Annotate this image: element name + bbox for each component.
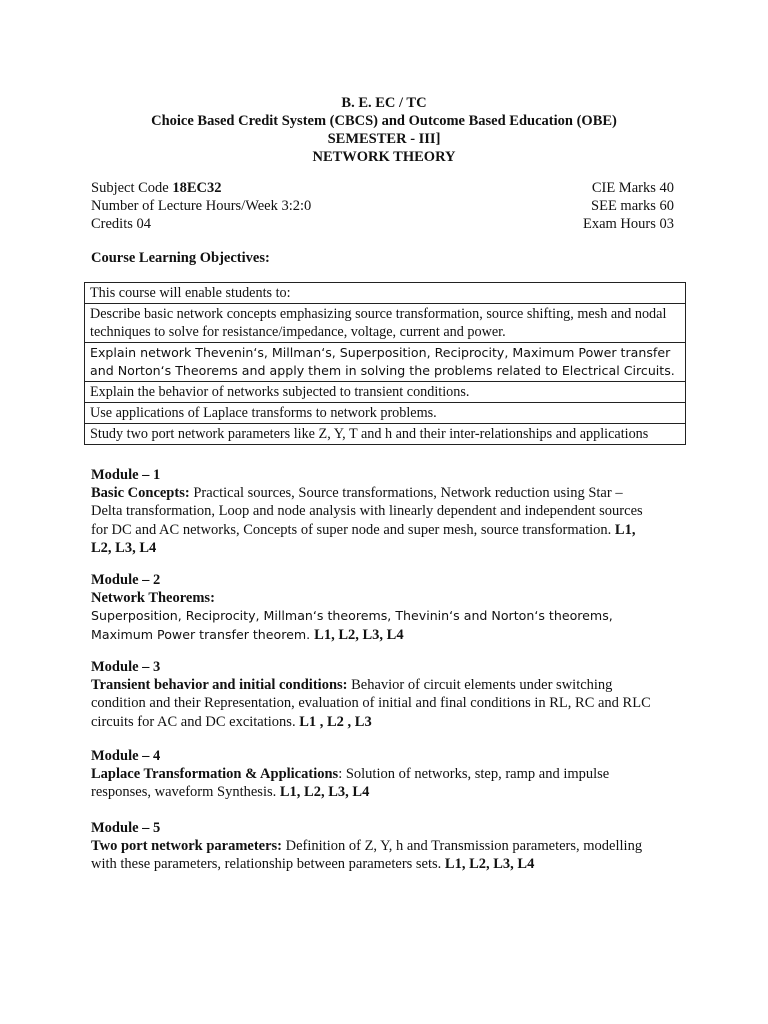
credits: Credits 04 [91,216,152,232]
module-title: Module – 2 [91,572,161,588]
subject-code [91,180,222,197]
objective-row [85,424,686,445]
module-1 [91,466,651,557]
objective-cell: Explain the behavior of networks subjected to transient conditions. [85,382,686,403]
module-text: : Solution of networks, step, ramp and impulse responses, waveform Synthesis. [91,766,610,801]
module-title: Module – 5 [91,820,161,836]
objective-cell: This course will enable students to: [85,283,686,304]
header-program: B. E. EC / TC [341,95,427,111]
exam-hours: Exam Hours 03 [582,216,674,232]
objective-cell: Describe basic network concepts emphasizing source transformation, source shifting, mesh and nodal techniques to solve for resistance/impedance, voltage, current and power. [85,304,686,343]
objective-row [85,382,686,403]
module-body [91,837,651,873]
module-4 [91,747,651,802]
module-text: Definition of Z, Y, h and Transmission parameters, modelling with these parameters, relationship between parameters sets. [91,838,643,873]
cie-marks: CIE Marks 40 [591,180,674,196]
objective-row [85,343,686,382]
header-scheme: Choice Based Credit System (CBCS) and Outcome Based Education (OBE) [151,113,617,129]
module-5 [91,819,651,874]
subject-code-value: 18EC32 [172,180,222,196]
module-lead: Laplace Transformation & Applications [91,766,339,783]
page-title: NETWORK THEORY [312,149,456,165]
objective-cell: Study two port network parameters like Z, Y, T and h and their inter-relationships and applications [85,424,686,445]
objectives-heading: Course Learning Objectives: [91,250,270,266]
module-lead: Basic Concepts: [91,485,190,502]
objective-row [85,403,686,424]
module-text: Practical sources, Source transformations, Network reduction using Star – Delta transformation, Loop and node analysis with linearly dependent and independent sources for DC and AC networks, Concepts of super node and super mesh, source transformation. [91,485,643,538]
module-body [91,765,651,801]
module-title: Module – 4 [91,748,161,764]
module-lead: Network Theorems: [91,590,215,607]
module-body [91,676,651,731]
module-levels: L1, L2, L3, L4 [279,784,370,801]
objective-cell: Use applications of Laplace transforms to network problems. [85,403,686,424]
module-text: Behavior of circuit elements under switching condition and their Representation, evaluation of initial and final conditions in RL, RC and RLC circuits for AC and DC excitations. [91,677,651,730]
module-levels: L1 , L2 , L3 [299,713,372,730]
objective-row [85,304,686,343]
module-body [91,607,651,643]
module-3 [91,658,651,731]
module-body [91,484,651,557]
lecture-hours: Number of Lecture Hours/Week 3:2:0 [91,198,312,214]
header-semester: SEMESTER - III] [327,131,441,147]
module-lead: Two port network parameters: [91,838,283,855]
module-title: Module – 3 [91,659,161,675]
module-levels: L1, L2, L3, L4 [314,626,404,643]
subject-code-label: Subject Code [91,180,169,196]
module-title: Module – 1 [91,467,161,483]
module-lead: Transient behavior and initial conditions: [91,677,348,694]
module-levels: L1, L2, L3, L4 [444,856,535,873]
module-2 [91,571,651,644]
objective-row [85,283,686,304]
module-levels: L1, L2, L3, L4 [91,521,636,556]
objectives-table [84,282,686,445]
module-text: Superposition, Reciprocity, Millman‘s theorems, Thevinin‘s and Norton‘s theorems, Maximum Power transfer theorem. [91,608,613,642]
see-marks: SEE marks 60 [591,198,674,214]
objective-cell: Explain network Thevenin‘s, Millman‘s, Superposition, Reciprocity, Maximum Power transfer and Norton‘s Theorems and apply them in solving the problems related to Electrical Circuits. [85,343,686,382]
